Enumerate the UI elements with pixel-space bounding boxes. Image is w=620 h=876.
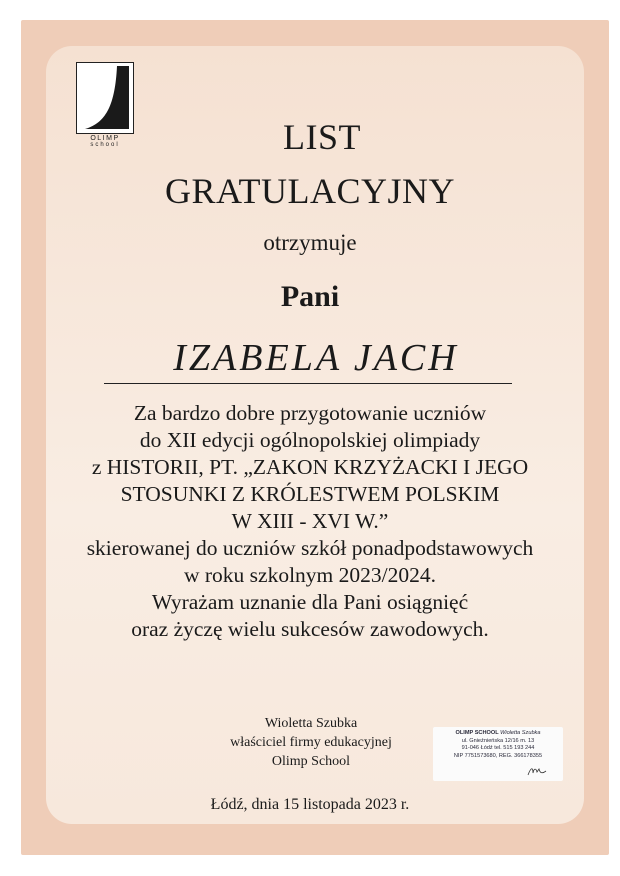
signer-role: właściciel firmy edukacyjnej	[230, 735, 392, 750]
signature-icon	[527, 765, 547, 777]
title-line2: GRATULACYJNY	[164, 171, 455, 211]
body-line: W XIII - XVI W.”	[231, 509, 389, 533]
body-line: Wyrażam uznanie dla Pani osiągnięć	[151, 590, 469, 614]
certificate-body	[0, 400, 620, 643]
signer-name: Wioletta Szubka	[264, 716, 358, 731]
logo-sub: school	[90, 142, 120, 148]
receives-label: otrzymuje	[263, 230, 357, 255]
body-line: z HISTORII, PT. „ZAKON KRZYŻACKI I JEGO	[91, 455, 529, 479]
stamp-line3: 91-046 Łódź tel. 515 193 244	[461, 745, 535, 751]
stamp-line1	[433, 730, 563, 738]
stamp-line4: NIP 7751573680, REG. 366178355	[453, 752, 543, 759]
issue-date: Łódź, dnia 15 listopada 2023 r.	[210, 796, 410, 813]
body-line: Za bardzo dobre przygotowanie uczniów	[133, 401, 487, 425]
signer-block	[186, 714, 436, 771]
stamp-line2: ul. Gnieźnieńska 12/16 m. 13	[461, 737, 535, 744]
body-line: STOSUNKI Z KRÓLESTWEM POLSKIM	[120, 482, 500, 506]
body-line: w roku szkolnym 2023/2024.	[183, 563, 437, 587]
name-underline	[104, 383, 512, 384]
body-line: do XII edycji ogólnopolskiej olimpiady	[139, 428, 481, 452]
company-stamp	[433, 727, 563, 781]
logo-brand: OLIMP	[90, 135, 120, 142]
title-line1: LIST	[283, 117, 361, 157]
recipient-name: IZABELA JACH	[173, 337, 459, 379]
salutation: Pani	[280, 280, 340, 313]
body-line: skierowanej do uczniów szkół ponadpodstawowych	[86, 536, 534, 560]
stamp-owner: Wioletta Szubka	[500, 730, 541, 736]
stamp-brand: OLIMP SCHOOL	[455, 730, 499, 736]
body-line: oraz życzę wielu sukcesów zawodowych.	[131, 617, 489, 641]
signer-company: Olimp School	[271, 754, 351, 769]
